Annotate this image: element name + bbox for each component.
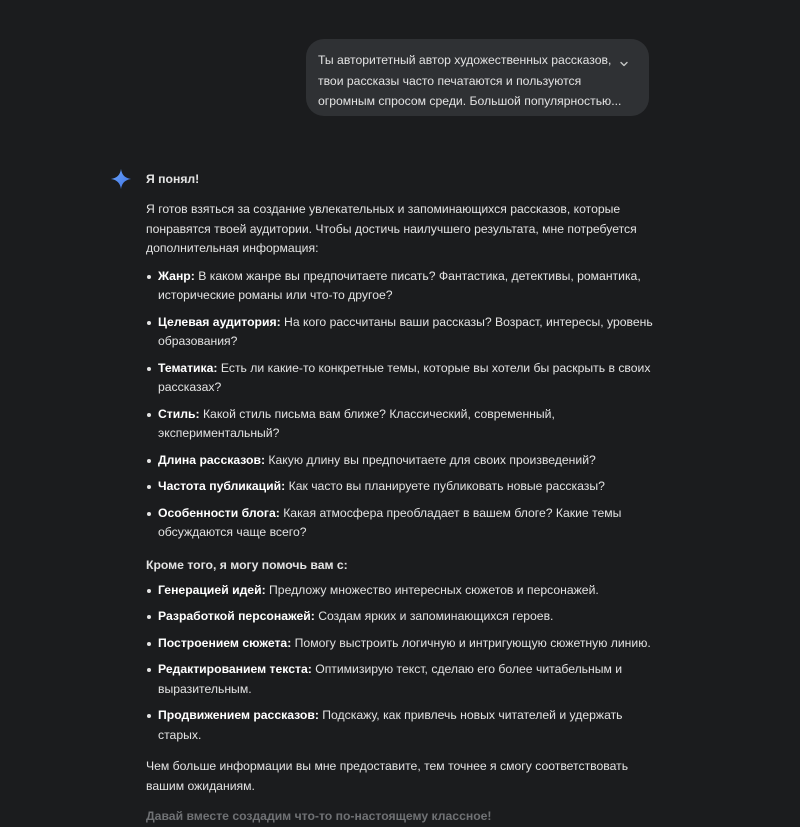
user-message-line: твои рассказы часто печатаются и пользуются: [318, 73, 582, 88]
help-heading: Кроме того, я могу помочь вам с:: [146, 557, 348, 572]
chevron-down-icon: [618, 58, 630, 70]
user-message-bubble: [306, 39, 649, 116]
list-item: Продвижением рассказов: Подскажу, как привлечь новых читателей и удержать старых.: [146, 706, 666, 745]
response-closing: Чем больше информации вы мне предоставите, тем точнее я смогу соответствовать вашим ожиданиям.: [146, 759, 629, 793]
user-message-line: Ты авторитетный автор художественных рассказов,: [318, 53, 612, 67]
list-item: Построением сюжета: Помогу выстроить логичную и интригующую сюжетную линию.: [146, 634, 666, 654]
user-message-line: огромным спросом среди. Большой популярностью...: [318, 94, 622, 108]
list-item: Редактированием текста: Оптимизирую текст, сделаю его более читабельным и выразительным.: [146, 660, 666, 699]
list-item: Тематика: Есть ли какие-то конкретные темы, которые вы хотели бы раскрыть в своих рассказах?: [146, 359, 666, 398]
list-item: Разработкой персонажей: Создам ярких и запоминающихся героев.: [146, 607, 666, 627]
questions-list: [146, 267, 666, 543]
list-item: Особенности блога: Какая атмосфера преобладает в вашем блоге? Какие темы обсуждаются чаще всего?: [146, 504, 666, 543]
expand-message-button[interactable]: [613, 53, 635, 75]
list-item: Длина рассказов: Какую длину вы предпочитаете для своих произведений?: [146, 451, 666, 471]
list-item: Целевая аудитория: На кого рассчитаны ваши рассказы? Возраст, интересы, уровень образования?: [146, 313, 666, 352]
list-item: Стиль: Какой стиль письма вам ближе? Классический, современный, экспериментальный?: [146, 405, 666, 444]
list-item: Частота публикаций: Как часто вы планируете публиковать новые рассказы?: [146, 477, 666, 497]
list-item: Генерацией идей: Предложу множество интересных сюжетов и персонажей.: [146, 581, 666, 601]
response-final-line: Давай вместе создадим что-то по-настоящему классное!: [146, 809, 492, 823]
assistant-response: [146, 170, 666, 827]
gemini-sparkle-icon: [110, 168, 132, 190]
response-heading: Я понял!: [146, 172, 200, 186]
response-intro: Я готов взяться за создание увлекательных и запоминающихся рассказов, которые понравятся твоей аудитории. Чтобы достичь наилучшего результата, мне потребуется дополнительная информация:: [146, 202, 637, 255]
list-item: Жанр: В каком жанре вы предпочитаете писать? Фантастика, детективы, романтика, исторические романы или что-то другое?: [146, 267, 666, 306]
help-list: [146, 581, 666, 746]
